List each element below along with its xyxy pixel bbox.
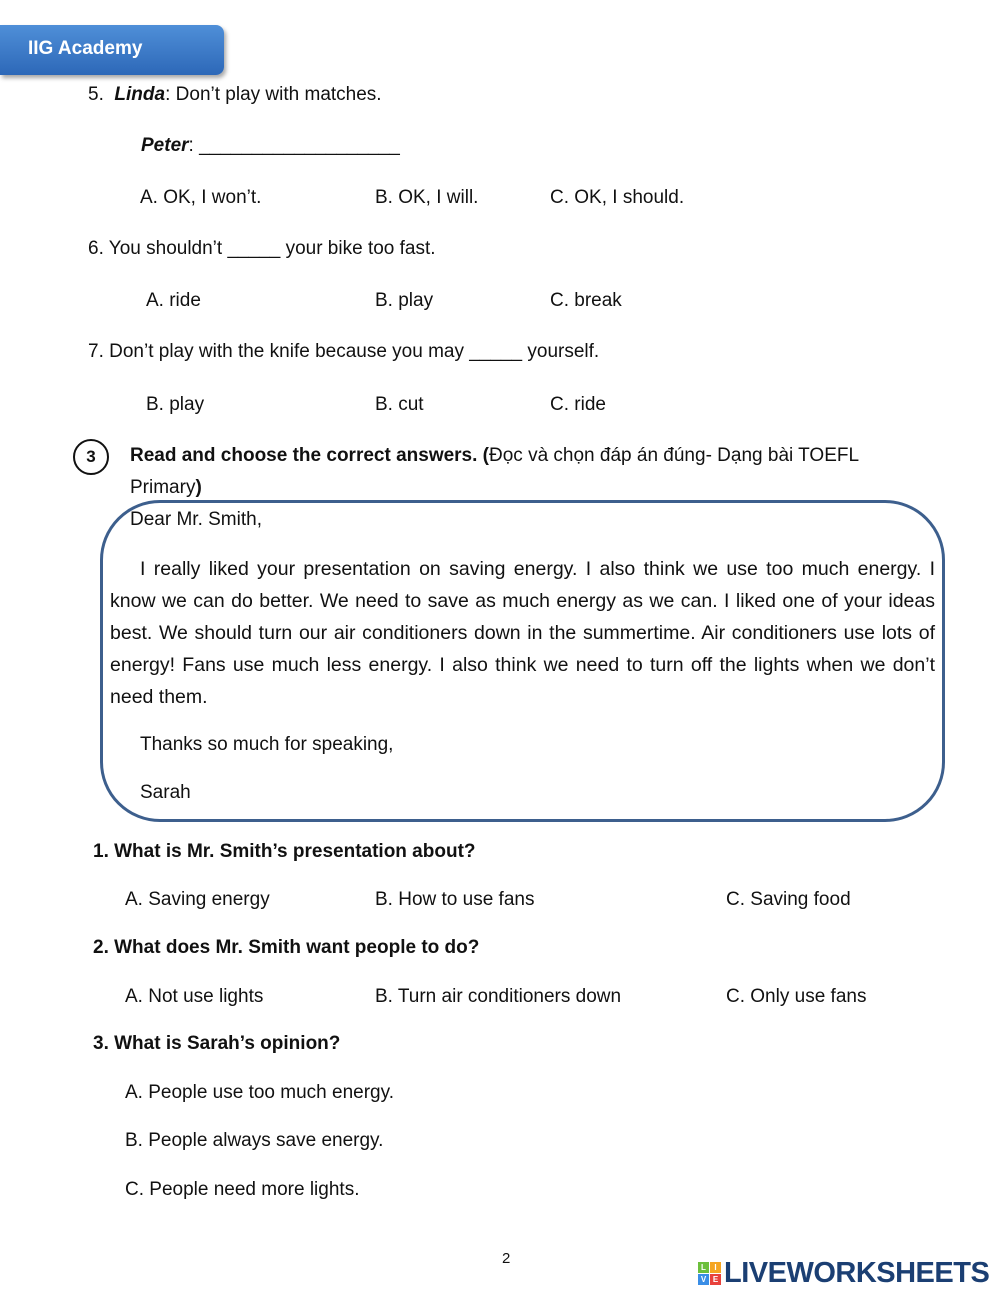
question-5 bbox=[88, 83, 382, 107]
option[interactable]: B. cut bbox=[375, 394, 424, 415]
title-normal: Primary bbox=[130, 477, 196, 498]
section-title-line2 bbox=[130, 476, 202, 500]
speaker: Peter bbox=[141, 135, 189, 156]
option[interactable]: C. Only use fans bbox=[726, 986, 867, 1007]
option[interactable]: B. OK, I will. bbox=[375, 187, 479, 208]
section-number-badge: 3 bbox=[73, 439, 109, 475]
question-number: 5. bbox=[88, 84, 104, 105]
answer-blank[interactable]: : ___________________ bbox=[188, 135, 400, 156]
option[interactable]: B. play bbox=[146, 394, 205, 415]
option[interactable]: B. play bbox=[375, 290, 434, 311]
option[interactable]: C. Saving food bbox=[726, 889, 851, 910]
letter-signature: Sarah bbox=[140, 782, 191, 803]
option[interactable]: C. break bbox=[550, 290, 622, 311]
title-normal: Đọc và chọn đáp án đúng- Dạng bài TOEFL bbox=[489, 445, 860, 466]
letter-greeting: Dear Mr. Smith, bbox=[130, 509, 262, 530]
section-title bbox=[130, 444, 859, 468]
option[interactable]: B. Turn air conditioners down bbox=[375, 986, 622, 1007]
title-bold: Read and choose the correct answers. ( bbox=[130, 445, 490, 466]
title-bold: ) bbox=[195, 477, 202, 498]
logo-tile: L bbox=[698, 1262, 709, 1273]
option[interactable]: A. Saving energy bbox=[125, 889, 270, 910]
option[interactable]: A. Not use lights bbox=[125, 986, 264, 1007]
option[interactable]: C. ride bbox=[550, 394, 606, 415]
option[interactable]: A. OK, I won’t. bbox=[140, 187, 262, 208]
question-3: 3. What is Sarah’s opinion? bbox=[93, 1033, 341, 1054]
option[interactable]: C. OK, I should. bbox=[550, 187, 685, 208]
question-2: 2. What does Mr. Smith want people to do? bbox=[93, 937, 480, 958]
question-6: 6. You shouldn’t _____ your bike too fast. bbox=[88, 238, 436, 259]
option[interactable]: B. How to use fans bbox=[375, 889, 535, 910]
option[interactable]: A. ride bbox=[146, 290, 201, 311]
option[interactable]: C. People need more lights. bbox=[125, 1179, 360, 1200]
question-text: : Don’t play with matches. bbox=[165, 84, 382, 105]
question-7: 7. Don’t play with the knife because you may _____ yourself. bbox=[88, 341, 600, 362]
logo-tiles-icon bbox=[698, 1262, 721, 1285]
speaker: Linda bbox=[114, 84, 166, 105]
logo-tile: E bbox=[710, 1274, 721, 1285]
option[interactable]: A. People use too much energy. bbox=[125, 1082, 394, 1103]
answer-line bbox=[141, 134, 400, 158]
question-1: 1. What is Mr. Smith’s presentation about? bbox=[93, 841, 476, 862]
option[interactable]: B. People always save energy. bbox=[125, 1130, 384, 1151]
page-number: 2 bbox=[502, 1250, 511, 1267]
logo-tile: I bbox=[710, 1262, 721, 1273]
liveworksheets-logo bbox=[698, 1257, 989, 1290]
logo-text: LIVEWORKSHEETS bbox=[724, 1257, 990, 1289]
letter-closing: Thanks so much for speaking, bbox=[140, 734, 394, 755]
letter-body: I really liked your presentation on saving energy. I also think we use too much energy. I know we can do better. We need to save as much energy as we can. I liked one of your ideas best. We should turn our air conditioners down in the summertime. Air conditioners use lots of energy! Fans use much less energy. I also think we need to turn off the lights when we don’t need them. bbox=[110, 558, 935, 708]
brand-banner: IIG Academy bbox=[0, 25, 224, 75]
logo-tile: V bbox=[698, 1274, 709, 1285]
